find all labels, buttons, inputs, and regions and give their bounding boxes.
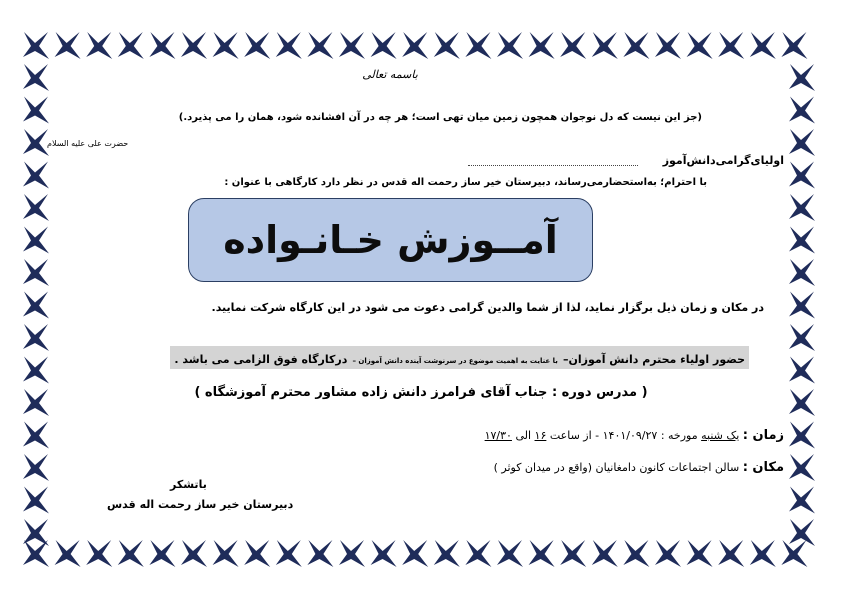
title-box bbox=[188, 198, 593, 282]
swallow-icon bbox=[23, 487, 49, 514]
swallow-icon bbox=[465, 540, 491, 567]
until-label: الی bbox=[515, 429, 532, 442]
swallow-icon bbox=[339, 540, 365, 567]
swallow-icon bbox=[687, 540, 713, 567]
time-label: زمان : bbox=[742, 428, 784, 443]
swallow-icon bbox=[23, 227, 49, 254]
swallow-icon bbox=[655, 540, 681, 567]
swallow-icon bbox=[623, 32, 649, 59]
attendance-notice bbox=[170, 346, 749, 369]
swallow-icon bbox=[789, 64, 815, 91]
swallow-icon bbox=[781, 32, 807, 59]
swallow-icon bbox=[276, 32, 302, 59]
teacher-line: ( مدرس دوره : جناب آقای فرامرز دانش زاده مشاور محترم آموزشگاه ) bbox=[194, 385, 648, 400]
swallow-icon bbox=[276, 540, 302, 567]
swallow-icon bbox=[23, 519, 49, 546]
notice-part-2: با عنایت به اهمیت موضوع در سرنوشت آینده دانش آموزان – bbox=[352, 357, 558, 365]
swallow-icon bbox=[55, 32, 81, 59]
swallow-icon bbox=[86, 32, 112, 59]
swallow-icon bbox=[789, 259, 815, 286]
swallow-icon bbox=[497, 540, 523, 567]
swallow-icon bbox=[434, 32, 460, 59]
swallow-icon bbox=[118, 540, 144, 567]
swallow-icon bbox=[402, 32, 428, 59]
swallow-icon bbox=[23, 357, 49, 384]
swallow-icon bbox=[789, 227, 815, 254]
swallow-icon bbox=[339, 32, 365, 59]
thanks-text: باتشکر bbox=[170, 478, 207, 491]
swallow-icon bbox=[750, 540, 776, 567]
swallow-icon bbox=[529, 32, 555, 59]
swallow-icon bbox=[789, 519, 815, 546]
swallow-icon bbox=[371, 32, 397, 59]
swallow-icon bbox=[23, 64, 49, 91]
place-label: مکان : bbox=[742, 460, 784, 475]
place-line bbox=[494, 460, 784, 475]
swallow-icon bbox=[789, 194, 815, 221]
date-label: مورخه : bbox=[660, 429, 698, 442]
swallow-icon bbox=[718, 32, 744, 59]
swallow-icon bbox=[465, 32, 491, 59]
place-value: سالن اجتماعات کانون دامغانیان (واقع در میدان کوثر ) bbox=[493, 461, 740, 474]
swallow-icon bbox=[307, 540, 333, 567]
notice-part-1: حضور اولیاء محترم دانش آموزان– bbox=[563, 353, 745, 366]
swallow-icon bbox=[23, 129, 49, 156]
swallow-icon bbox=[789, 97, 815, 124]
swallow-icon bbox=[592, 540, 618, 567]
bismillah: باسمه تعالی bbox=[362, 68, 418, 81]
date-value: ۱۴۰۱/۰۹/۲۷ bbox=[602, 429, 658, 442]
swallow-icon bbox=[181, 32, 207, 59]
notice-part-3: درکارگاه فوق الزامی می باشد . bbox=[174, 353, 348, 366]
swallow-icon bbox=[789, 162, 815, 189]
swallow-icon bbox=[529, 540, 555, 567]
swallow-icon bbox=[789, 422, 815, 449]
school-signature: دبیرستان خیر ساز رحمت اله قدس bbox=[107, 498, 294, 511]
swallow-icon bbox=[434, 540, 460, 567]
swallow-icon bbox=[560, 32, 586, 59]
swallow-icon bbox=[789, 357, 815, 384]
salutation: اولیای‌گرامی‌دانش‌آموز bbox=[662, 154, 784, 167]
swallow-icon bbox=[497, 32, 523, 59]
swallow-icon bbox=[750, 32, 776, 59]
swallow-icon bbox=[23, 97, 49, 124]
swallow-icon bbox=[149, 540, 175, 567]
swallow-icon bbox=[371, 540, 397, 567]
swallow-icon bbox=[23, 162, 49, 189]
workshop-title: آمــوزش خـانـواده bbox=[223, 218, 558, 262]
intro-text: با احترام؛ به‌استحضارمی‌رساند، دبیرستان خیر ساز رحمت اله قدس در نظر دارد کارگاهی با عنوان : bbox=[224, 177, 707, 188]
swallow-icon bbox=[560, 540, 586, 567]
swallow-icon bbox=[213, 32, 239, 59]
swallow-icon bbox=[23, 32, 49, 59]
swallow-icon bbox=[789, 324, 815, 351]
swallow-icon bbox=[789, 454, 815, 481]
time-line bbox=[485, 428, 784, 443]
swallow-icon bbox=[307, 32, 333, 59]
swallow-icon bbox=[23, 540, 49, 567]
invitation-text: در مکان و زمان ذیل برگزار نماید، لذا از شما والدین گرامی دعوت می شود در این کارگاه شرکت نمایید. bbox=[211, 301, 764, 314]
swallow-icon bbox=[213, 540, 239, 567]
swallow-icon bbox=[55, 540, 81, 567]
swallow-icon bbox=[789, 487, 815, 514]
quote-attribution: حضرت علی علیه السلام bbox=[47, 139, 129, 148]
swallow-icon bbox=[23, 194, 49, 221]
swallow-icon bbox=[23, 454, 49, 481]
swallow-icon bbox=[244, 540, 270, 567]
swallow-icon bbox=[181, 540, 207, 567]
swallow-icon bbox=[623, 540, 649, 567]
swallow-icon bbox=[781, 540, 807, 567]
name-blank-line bbox=[468, 165, 638, 166]
swallow-icon bbox=[592, 32, 618, 59]
day-value: یک شنبه bbox=[701, 429, 740, 442]
swallow-icon bbox=[86, 540, 112, 567]
swallow-icon bbox=[118, 32, 144, 59]
swallow-icon bbox=[789, 292, 815, 319]
swallow-icon bbox=[23, 324, 49, 351]
swallow-icon bbox=[244, 32, 270, 59]
swallow-icon bbox=[655, 32, 681, 59]
end-time: ۱۷/۳۰ bbox=[484, 429, 512, 442]
swallow-icon bbox=[402, 540, 428, 567]
swallow-icon bbox=[23, 422, 49, 449]
start-time: ۱۶ bbox=[534, 429, 547, 442]
swallow-icon bbox=[789, 129, 815, 156]
swallow-icon bbox=[718, 540, 744, 567]
swallow-icon bbox=[149, 32, 175, 59]
quote-text: (جز این نیست که دل نوجوان همچون زمین میان تهی است؛ هر چه در آن افشانده شود، همان را می پذیرد.) bbox=[178, 112, 702, 123]
swallow-icon bbox=[23, 259, 49, 286]
swallow-icon bbox=[687, 32, 713, 59]
swallow-icon bbox=[23, 292, 49, 319]
from-label: - از ساعت bbox=[549, 429, 600, 442]
